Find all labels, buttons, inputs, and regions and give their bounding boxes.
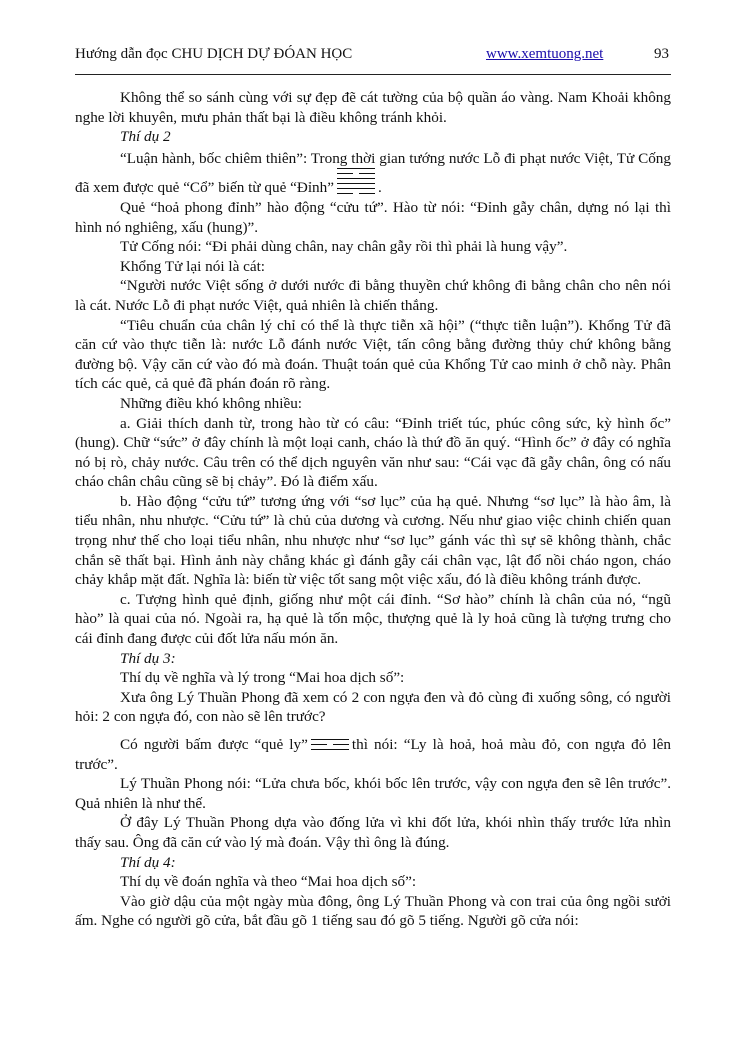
paragraph: “Tiêu chuẩn của chân lý chỉ có thể là thực tiễn xã hội” (“thực tiễn luận”). Khổng Tử đã căn cứ vào thực tiễn là: nước Lỗ đánh nước Việt, tấn công bằng đường thủy chứ không bằng đường bộ. Vậy căn cứ vào đó mà đoán. Thuật toán quẻ của Khổng Tử cao minh ở chỗ này. Phân tích các quẻ, cả quẻ đã phán đoán rõ ràng. — [75, 316, 671, 393]
paragraph: Vào giờ dậu của một ngày mùa đông, ông Lý Thuần Phong và con trai của ông ngồi sưởi ấm. Nghe có người gõ cửa, bắt đầu gõ 1 tiếng sau đó gõ 5 tiếng. Người gõ cửa nói: — [75, 892, 671, 930]
page-number: 93 — [654, 46, 669, 62]
paragraph: Ở đây Lý Thuần Phong dựa vào đống lửa vì khi đốt lửa, khói nhìn thấy trước lửa nhìn thấy sau. Ông đã căn cứ vào lý mà đoán. Vậy thì ông là đúng. — [75, 814, 671, 851]
book-title: Hướng dẫn đọc CHU DỊCH DỰ ĐÓAN HỌC — [75, 46, 353, 62]
list-item: a. Giải thích danh từ, trong hào từ có câu: “Đỉnh triết túc, phúc công sức, kỳ hình ốc” (hung). Chữ “sức” ở đây chính là một loại canh, cháo là thứ đồ ăn quý. “Hình ốc” ở đây có nghĩa nó bị rò, chảy nước. Câu trên có thể dịch nguyên văn như sau: “Cái vạc đã gẫy chân, ông có nấu cháo chân châu cũng sẽ bị chảy”. Đó là điểm xấu. — [75, 414, 671, 491]
paragraph: Xưa ông Lý Thuần Phong đã xem có 2 con ngựa đen và đỏ cùng đi xuống sông, có người hỏi: 2 con ngựa đó, con nào sẽ lên trước? — [75, 688, 671, 726]
list-item: c. Tượng hình quẻ định, giống như một cái đỉnh. “Sơ hào” chính là chân của nó, “ngũ hào” là quai của nó. Ngoài ra, hạ quẻ là tốn mộc, thượng quẻ là ly hoả cũng là tượng trưng cho cái đỉnh đang được củi đốt lửa nấu món ăn. — [75, 590, 671, 648]
page-header — [75, 46, 671, 68]
website-link[interactable]: www.xemtuong.net — [486, 46, 604, 62]
paragraph: Không thể so sánh cùng với sự đẹp đẽ cát tường của bộ quần áo vàng. Nam Khoải không nghe lời khuyên, mưu phản thất bại là điều không tránh khỏi. — [75, 89, 671, 126]
paragraph: Khổng Tử lại nói là cát: — [120, 257, 266, 275]
page-body — [75, 88, 671, 931]
dinh-hexagram-icon — [337, 168, 375, 194]
example-heading: Thí dụ 3: — [120, 649, 176, 667]
paragraph: Có người bấm được “quẻ ly” thì nói: “Ly là hoả, hoả màu đỏ, con ngựa đỏ lên trước”. — [75, 736, 671, 773]
list-item: b. Hào động “cửu tứ” tương ứng với “sơ lục” của hạ quẻ. Nhưng “sơ lục” là hào âm, là tiểu nhân, nhu nhược. “Cửu tứ” là chủ của dương và cương. Nếu như giao việc chinh chiến quan trọng như thế cho loại tiểu nhân, nhu nhược như “sơ lục” gánh vác thì sự sẽ không thành, chắc chắn sẽ thất bại. Hình ảnh này chẳng khác gì đánh gẫy cái chân vạc, lật đổ nồi cháo ngon, cháo chảy khắp mặt đất. Nghĩa là: biến từ việc tốt sang một việc xấu, đó là điều không tránh được. — [75, 492, 671, 589]
paragraph: “Người nước Việt sống ở dưới nước đi bằng thuyền chứ không đi bằng chân cho nên nói là cát. Nước Lỗ đi phạt nước Việt, quả nhiên là chiến thắng. — [75, 277, 671, 314]
ly-trigram-icon — [311, 739, 349, 750]
paragraph: Những điều khó không nhiều: — [120, 394, 303, 412]
example-heading: Thí dụ 4: — [120, 853, 176, 871]
paragraph: Tử Cống nói: “Đi phải dùng chân, nay chân gẫy rồi thì phải là hung vậy”. — [120, 238, 568, 256]
paragraph: Thí dụ về đoán nghĩa và theo “Mai hoa dịch số”: — [120, 873, 417, 891]
paragraph: Lý Thuần Phong nói: “Lửa chưa bốc, khói bốc lên trước, vậy con ngựa đen sẽ lên trước”. Quả nhiên là như thế. — [75, 775, 671, 812]
header-rule — [75, 74, 671, 75]
paragraph: Quẻ “hoả phong đỉnh” hào động “cửu tứ”. Hào từ nói: “Đỉnh gẫy chân, dựng nó lại thì hình nó nghiêng, xấu (hung)”. — [75, 198, 671, 236]
paragraph: “Luận hành, bốc chiêm thiên”: Trong thời gian tướng nước Lỗ đi phạt nước Việt, Tử Cống đã xem được quẻ “Cổ” biến từ quẻ “Đỉnh” . — [75, 149, 671, 197]
paragraph: Thí dụ về nghĩa và lý trong “Mai hoa dịch số”: — [120, 669, 405, 687]
example-heading: Thí dụ 2 — [120, 128, 171, 146]
